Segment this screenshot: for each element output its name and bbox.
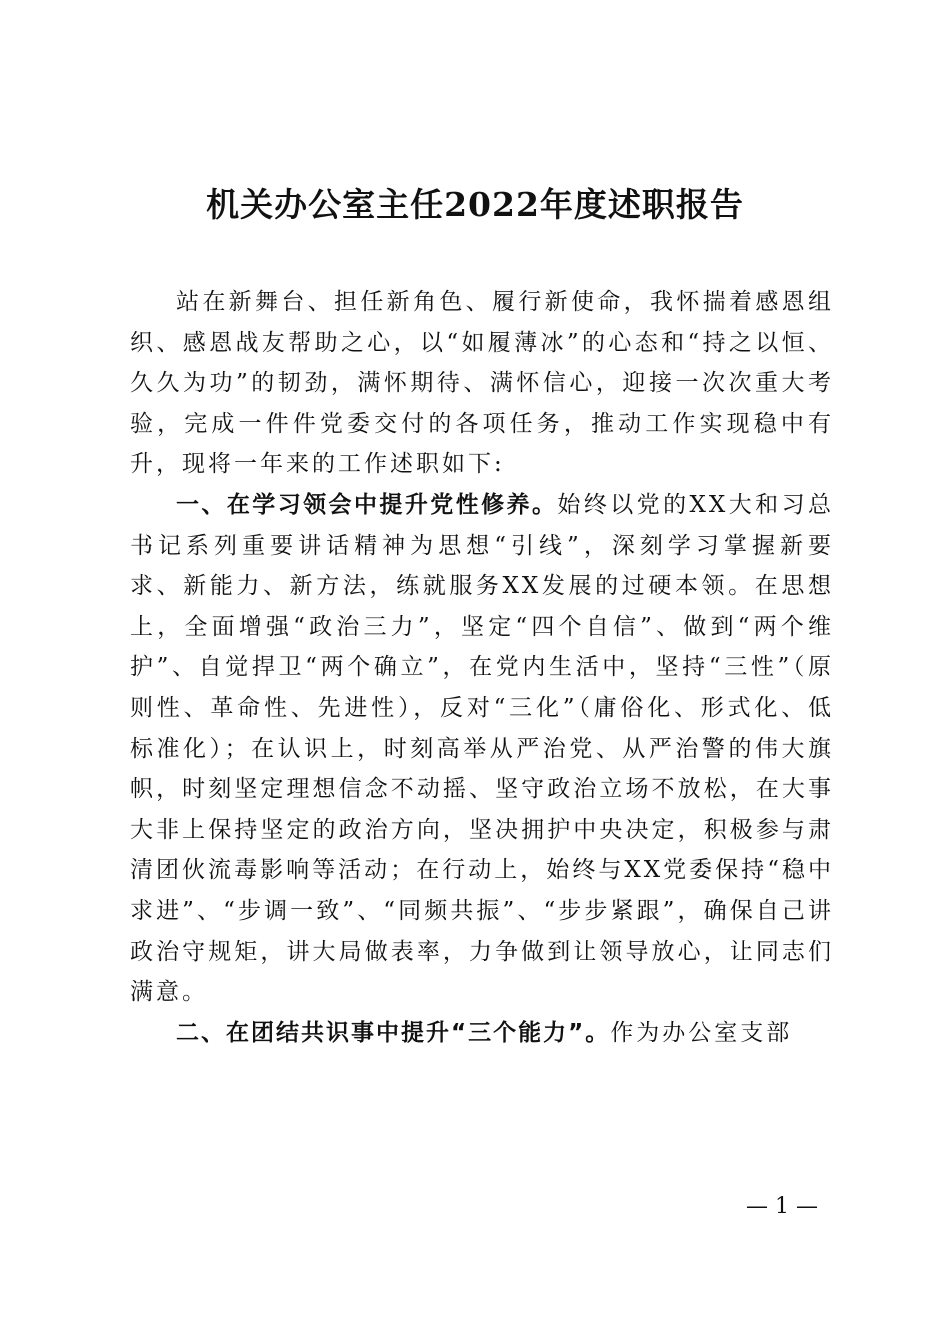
section-1-paragraph: [130, 485, 834, 1013]
section-2-text: 作为办公室支部: [610, 1019, 793, 1046]
section-2-heading: 二、在团结共识事中提升“三个能力”。: [176, 1019, 611, 1046]
intro-paragraph: 站在新舞台、担任新角色、履行新使命，我怀揣着感恩组织、感恩战友帮助之心，以“如履薄冰”的心态和“持之以恒、久久为功”的韧劲，满怀期待、满怀信心，迎接一次次重大考验，完成一件件党委交付的各项任务，推动工作实现稳中有升，现将一年来的工作述职如下:: [130, 289, 834, 478]
page-number: — 1 —: [746, 1194, 818, 1219]
section-2-paragraph: [130, 1013, 834, 1054]
section-1-text: 始终以党的XX大和习总书记系列重要讲话精神为思想“引线”，深刻学习掌握新要求、新能力、新方法，练就服务XX发展的过硬本领。在思想上，全面增强“政治三力”，坚定“四个自信”、做到“两个维护”、自觉捍卫“两个确立”，在党内生活中，坚持“三性”（原则性、革命性、先进性），反对“三化”（庸俗化、形式化、低标准化）；在认识上，时刻高举从严治党、从严治警的伟大旗帜，时刻坚定理想信念不动摇、坚守政治立场不放松，在大事大非上保持坚定的政治方向，坚决拥护中央决定，积极参与肃清团伙流毒影响等活动；在行动上，始终与XX党委保持“稳中求进”、“步调一致”、“同频共振”、“步步紧跟”，确保自己讲政治守规矩，讲大局做表率，力争做到让领导放心，让同志们满意。: [130, 491, 834, 1006]
document-body: [130, 282, 834, 1053]
document-title: 机关办公室主任2022年度述职报告: [206, 185, 744, 224]
section-1-heading: 一、在学习领会中提升党性修养。: [176, 491, 558, 518]
